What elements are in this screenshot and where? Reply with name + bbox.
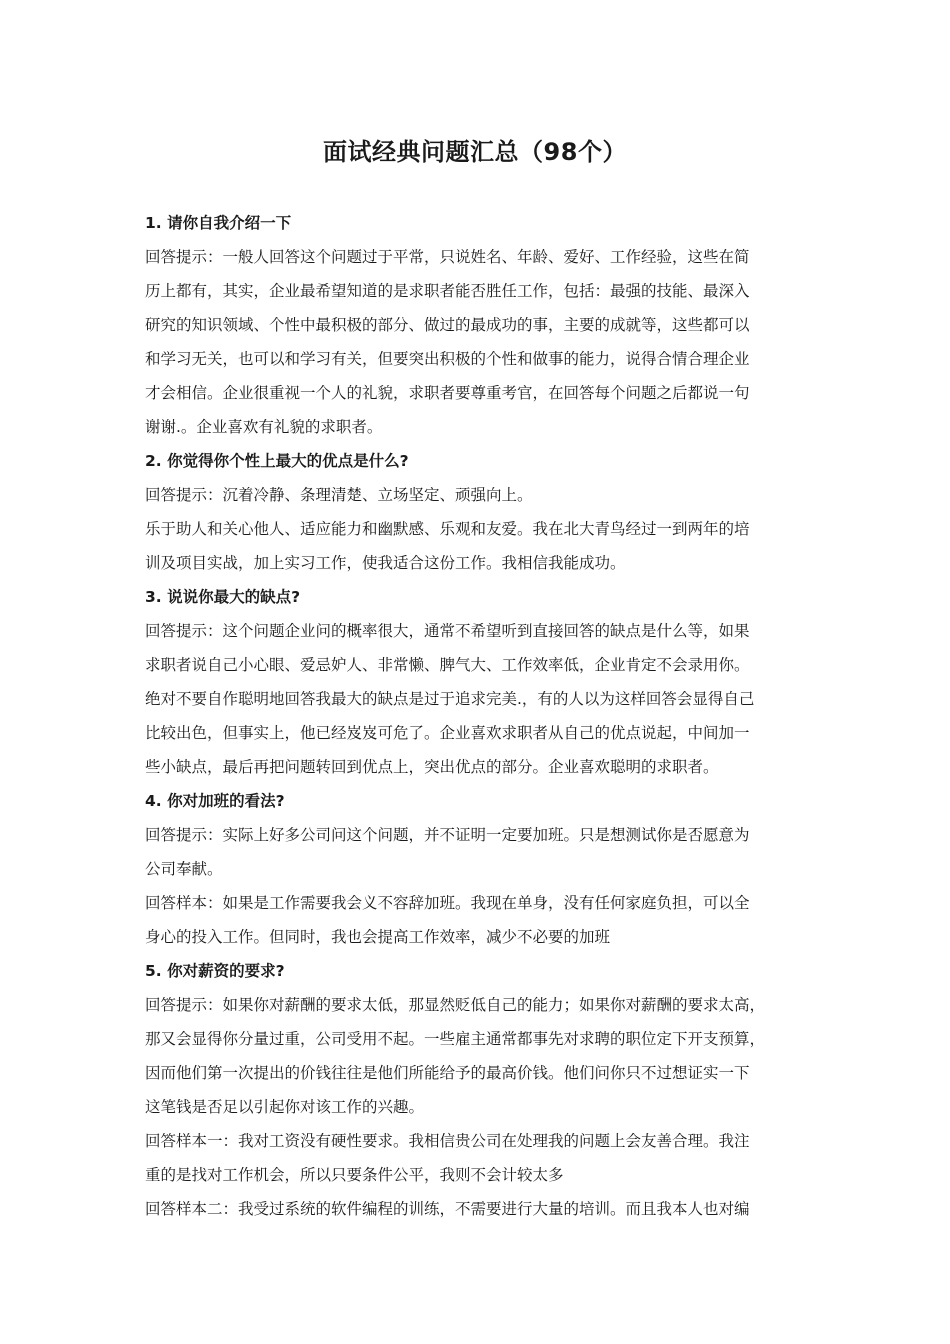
- body-text-line: 回答提示：沉着冷静、条理清楚、立场坚定、顽强向上。: [145, 486, 533, 504]
- body-text-line: 回答样本二：我受过系统的软件编程的训练，不需要进行大量的培训。而且我本人也对编: [145, 1200, 750, 1218]
- body-text-line: 回答样本：如果是工作需要我会义不容辞加班。我现在单身，没有任何家庭负担，可以全: [145, 894, 750, 912]
- body-text-line: 绝对不要自作聪明地回答我最大的缺点是过于追求完美.，有的人以为这样回答会显得自己: [145, 690, 755, 708]
- question-heading: 4. 你对加班的看法?: [145, 792, 285, 810]
- document-title: 面试经典问题汇总（98个）: [323, 138, 627, 166]
- question-heading: 3. 说说你最大的缺点?: [145, 588, 301, 606]
- body-text-line: 身心的投入工作。但同时，我也会提高工作效率，减少不必要的加班: [145, 928, 611, 946]
- body-text-line: 回答样本一：我对工资没有硬性要求。我相信贵公司在处理我的问题上会友善合理。我注: [145, 1132, 750, 1150]
- body-text-line: 和学习无关，也可以和学习有关，但要突出积极的个性和做事的能力，说得合情合理企业: [145, 350, 750, 368]
- body-text-line: 乐于助人和关心他人、适应能力和幽默感、乐观和友爱。我在北大青鸟经过一到两年的培: [145, 520, 750, 538]
- question-heading: 2. 你觉得你个性上最大的优点是什么?: [145, 452, 409, 470]
- question-heading: 5. 你对薪资的要求?: [145, 962, 285, 980]
- body-text-line: 些小缺点，最后再把问题转回到优点上，突出优点的部分。企业喜欢聪明的求职者。: [145, 758, 719, 776]
- question-heading: 1. 请你自我介绍一下: [145, 214, 292, 232]
- body-text-line: 历上都有，其实，企业最希望知道的是求职者能否胜任工作，包括：最强的技能、最深入: [145, 282, 750, 300]
- body-text-line: 那又会显得你分量过重，公司受用不起。一些雇主通常都事先对求聘的职位定下开支预算，: [145, 1030, 766, 1048]
- body-text-line: 回答提示：实际上好多公司问这个问题，并不证明一定要加班。只是想测试你是否愿意为: [145, 826, 750, 844]
- document-body: [145, 206, 810, 1226]
- body-text-line: 重的是找对工作机会，所以只要条件公平，我则不会计较太多: [145, 1166, 564, 1184]
- body-text-line: 研究的知识领域、个性中最积极的部分、做过的最成功的事，主要的成就等，这些都可以: [145, 316, 750, 334]
- body-text-line: 才会相信。企业很重视一个人的礼貌，求职者要尊重考官，在回答每个问题之后都说一句: [145, 384, 750, 402]
- body-text-line: 回答提示：一般人回答这个问题过于平常，只说姓名、年龄、爱好、工作经验，这些在简: [145, 248, 750, 266]
- body-text-line: 训及项目实战，加上实习工作，使我适合这份工作。我相信我能成功。: [145, 554, 626, 572]
- body-text-line: 求职者说自己小心眼、爱忌妒人、非常懒、脾气大、工作效率低，企业肯定不会录用你。: [145, 656, 750, 674]
- body-text-line: 公司奉献。: [145, 860, 223, 878]
- body-text-line: 因而他们第一次提出的价钱往往是他们所能给予的最高价钱。他们问你只不过想证实一下: [145, 1064, 750, 1082]
- body-text-line: 谢谢.。企业喜欢有礼貌的求职者。: [145, 418, 383, 436]
- body-text-line: 这笔钱是否足以引起你对该工作的兴趣。: [145, 1098, 425, 1116]
- body-text-line: 回答提示：如果你对薪酬的要求太低，那显然贬低自己的能力；如果你对薪酬的要求太高，: [145, 996, 766, 1014]
- body-text-line: 回答提示：这个问题企业问的概率很大，通常不希望听到直接回答的缺点是什么等，如果: [145, 622, 750, 640]
- body-text-line: 比较出色，但事实上，他已经岌岌可危了。企业喜欢求职者从自己的优点说起，中间加一: [145, 724, 750, 742]
